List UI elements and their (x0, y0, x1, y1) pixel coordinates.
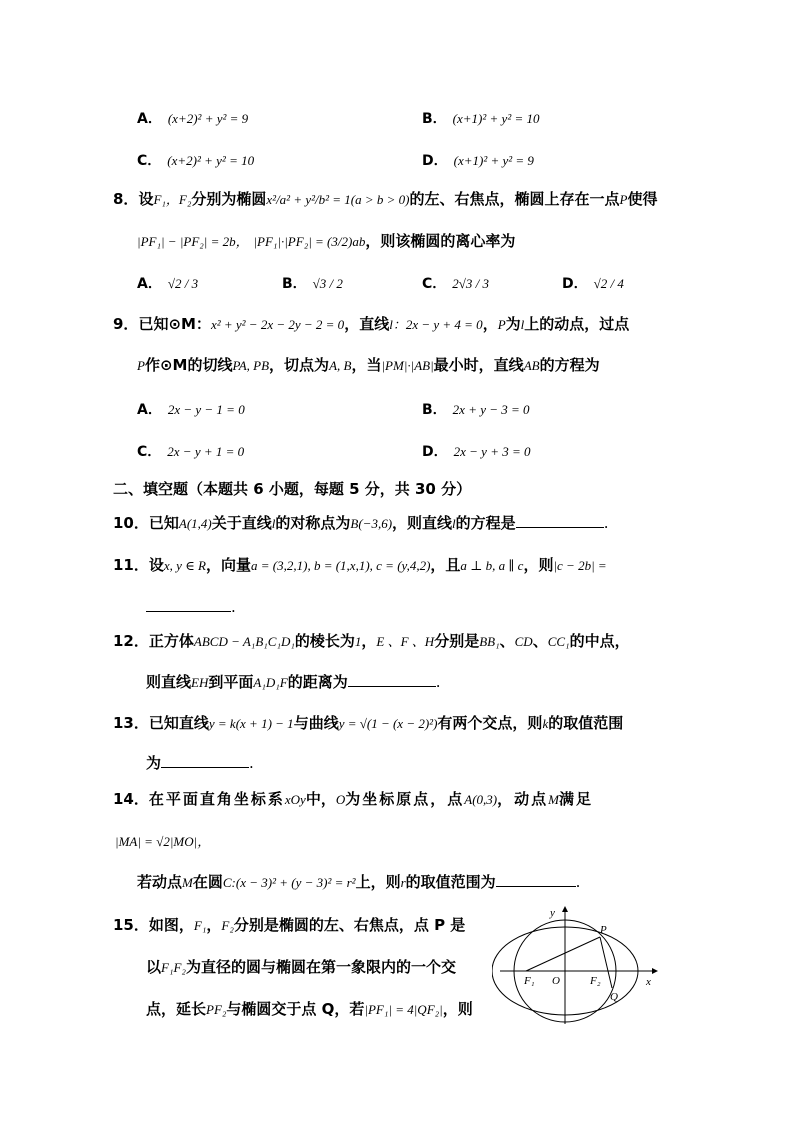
question-number: 15． (113, 916, 149, 934)
question-number: 10． (113, 514, 149, 532)
segment-pf1 (526, 937, 600, 971)
q13-line1: 13．已知直线y = k(x + 1) − 1与曲线y = √(1 − (x − 2)²)有两个交点，则k的取值范围 (113, 714, 624, 732)
q12-line2: 则直线EH到平面A₁D₁F的距离为 . (146, 673, 441, 691)
q8-line1: 8．设F₁，F₂分别为椭圆x²/a² + y²/b² = 1(a > b > 0)的左、右焦点，椭圆上存在一点P使得 (113, 190, 658, 208)
y-axis-arrow (562, 906, 568, 912)
q8-option-b: B． √3 / 2 (282, 276, 343, 292)
question-number: 8． (113, 190, 139, 208)
question-number: 13． (113, 714, 149, 732)
q7-option-a (137, 108, 248, 128)
answer-blank[interactable] (161, 766, 249, 768)
section-heading: 二、填空题（本题共 6 小题，每题 5 分，共 30 分） (113, 480, 472, 498)
answer-blank[interactable] (496, 885, 576, 887)
x-axis-arrow (652, 968, 658, 974)
q10-line1: 10．已知A(1,4)关于直线l的对称点为B(−3,6)，则直线l的方程是 . (113, 514, 609, 532)
q9-line2: P作⊙M的切线PA, PB，切点为A, B，当|PM|·|AB|最小时，直线AB的方程为 (137, 356, 600, 374)
option-expr: (x+1)² + y² = 9 (453, 153, 534, 168)
answer-blank[interactable] (516, 526, 604, 528)
answer-blank[interactable] (348, 685, 436, 687)
label-x: x (646, 976, 651, 988)
q14-line1: 14．在平面直角坐标系xOy中，O为坐标原点，点A(0,3)，动点M满足 (113, 790, 593, 808)
q15-line2: 以F₁F₂为直径的圆与椭圆在第一象限内的一个交 (146, 958, 456, 976)
q7-option-d (422, 150, 534, 170)
option-key: D． (422, 153, 448, 169)
option-expr: (x+1)² + y² = 10 (452, 111, 540, 126)
q7-option-b (422, 108, 539, 128)
q11-line1: 11．设x, y ∈ R，向量a = (3,2,1), b = (1,x,1), c = (y,4,2)，且a ⊥ b, a ∥ c，则|c − 2b| = (113, 556, 607, 574)
q8-option-c: C． 2√3 / 3 (422, 276, 490, 292)
q8-option-a: A． √2 / 3 (137, 276, 199, 292)
q9-option-a: A． 2x − y − 1 = 0 (137, 402, 245, 418)
option-key: C． (137, 153, 162, 169)
label-p: P (600, 924, 607, 936)
segment-pq (600, 937, 612, 988)
option-key: B． (422, 111, 447, 127)
option-expr: (x+2)² + y² = 10 (167, 153, 255, 168)
question-number: 9． (113, 315, 139, 333)
label-f2: F₂ (590, 975, 601, 987)
q13-line2: 为 . (146, 754, 254, 772)
q8-line2: |PF₁| − |PF₂| = 2b， |PF₁|·|PF₂| = (3/2)ab，则该椭圆的离心率为 (137, 232, 516, 250)
answer-blank[interactable] (146, 610, 231, 612)
option-expr: (x+2)² + y² = 9 (167, 111, 249, 126)
label-y: y (550, 907, 555, 919)
q8-option-d: D． √2 / 4 (562, 276, 624, 292)
label-o: O (552, 975, 560, 987)
q9-option-c: C． 2x − y + 1 = 0 (137, 444, 245, 460)
q9-option-d: D． 2x − y + 3 = 0 (422, 444, 531, 460)
q12-line1: 12．正方体ABCD − A₁B₁C₁D₁的棱长为1，E 、F 、H分别是BB₁、CD、CC₁的中点， (113, 632, 630, 650)
q7-option-c (137, 150, 254, 170)
q9-option-b: B． 2x + y − 3 = 0 (422, 402, 530, 418)
q14-line3: 若动点M在圆C:(x − 3)² + (y − 3)² = r²上，则r的取值范围为 . (137, 873, 581, 891)
q15-line3: 点，延长PF₂与椭圆交于点 Q，若|PF₁| = 4|QF₂|，则 (146, 1000, 473, 1018)
question-number: 11． (113, 556, 149, 574)
ellipse-equation: x²/a² + y²/b² = 1(a > b > 0) (266, 192, 410, 207)
q11-line2: . (146, 598, 236, 616)
label-f1: F₁ (524, 975, 535, 987)
option-key: A． (137, 111, 162, 127)
label-q: Q (610, 991, 618, 1003)
q9-line1: 9．已知⊙M：x² + y² − 2x − 2y − 2 = 0，直线l：2x − y + 4 = 0，P为l上的动点，过点 (113, 315, 630, 333)
question-number: 14． (113, 790, 149, 808)
q14-line2: |MA| = √2|MO|， (115, 834, 211, 849)
question-number: 12． (113, 632, 149, 650)
q15-line1: 15．如图，F₁，F₂分别是椭圆的左、右焦点，点 P 是 (113, 916, 466, 934)
ellipse-circle-figure (492, 900, 672, 1030)
